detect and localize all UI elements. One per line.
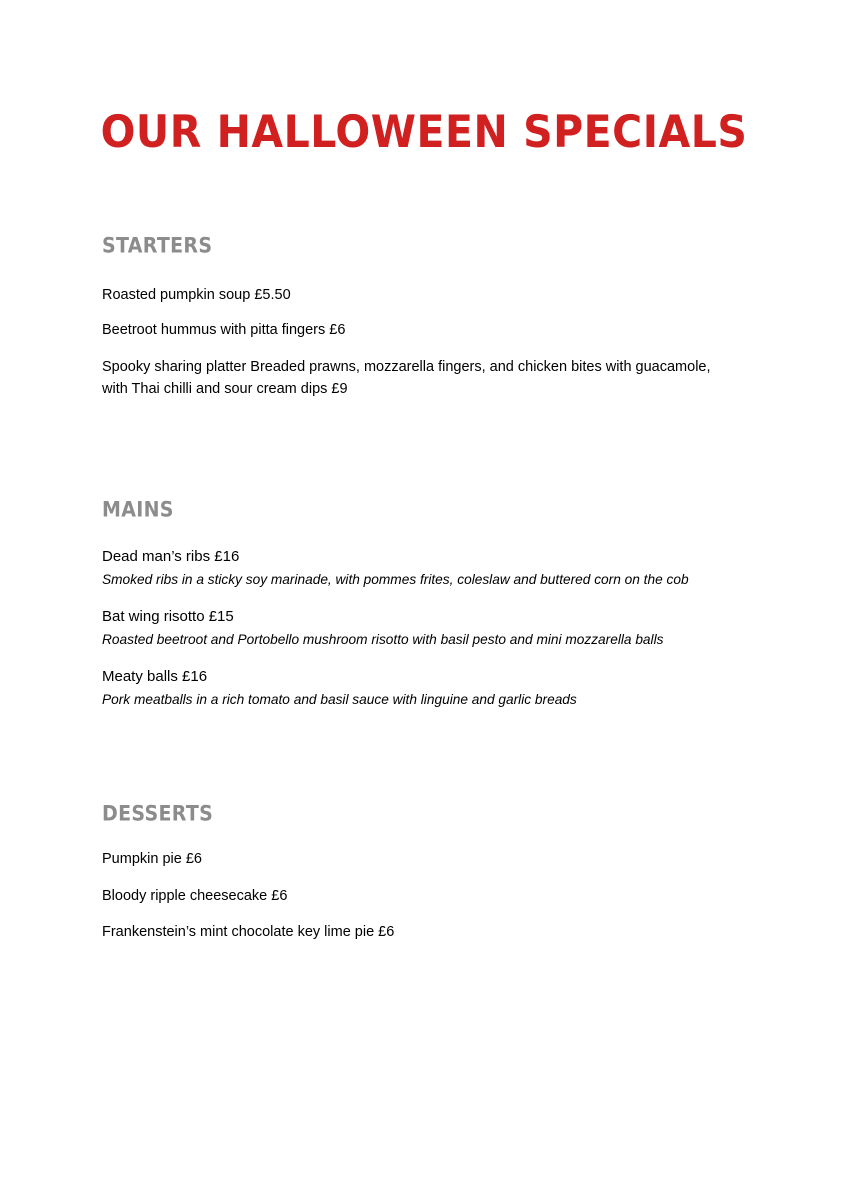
section-heading-starters: STARTERS [102,233,213,259]
main-item-name: Meaty balls £16 [102,668,208,685]
main-item-name: Dead man’s ribs £16 [102,548,240,565]
dessert-item: Pumpkin pie £6 [102,851,202,867]
dessert-item: Bloody ripple cheesecake £6 [102,888,288,904]
main-item-description: Roasted beetroot and Portobello mushroom risotto with basil pesto and mini mozzarella balls [102,632,664,647]
main-item-name: Bat wing risotto £15 [102,608,234,625]
page-title: OUR HALLOWEEN SPECIALS [100,106,748,158]
starter-item-continued: with Thai chilli and sour cream dips £9 [102,381,348,397]
starter-item: Spooky sharing platter Breaded prawns, mozzarella fingers, and chicken bites with guacamole, [102,359,711,375]
main-item-description: Pork meatballs in a rich tomato and basil sauce with linguine and garlic breads [102,692,577,707]
starter-item: Beetroot hummus with pitta fingers £6 [102,322,346,338]
section-heading-desserts: DESSERTS [102,801,214,827]
section-heading-mains: MAINS [102,497,174,523]
dessert-item: Frankenstein’s mint chocolate key lime pie £6 [102,924,395,940]
starter-item: Roasted pumpkin soup £5.50 [102,287,291,303]
main-item-description: Smoked ribs in a sticky soy marinade, with pommes frites, coleslaw and buttered corn on the cob [102,572,689,587]
